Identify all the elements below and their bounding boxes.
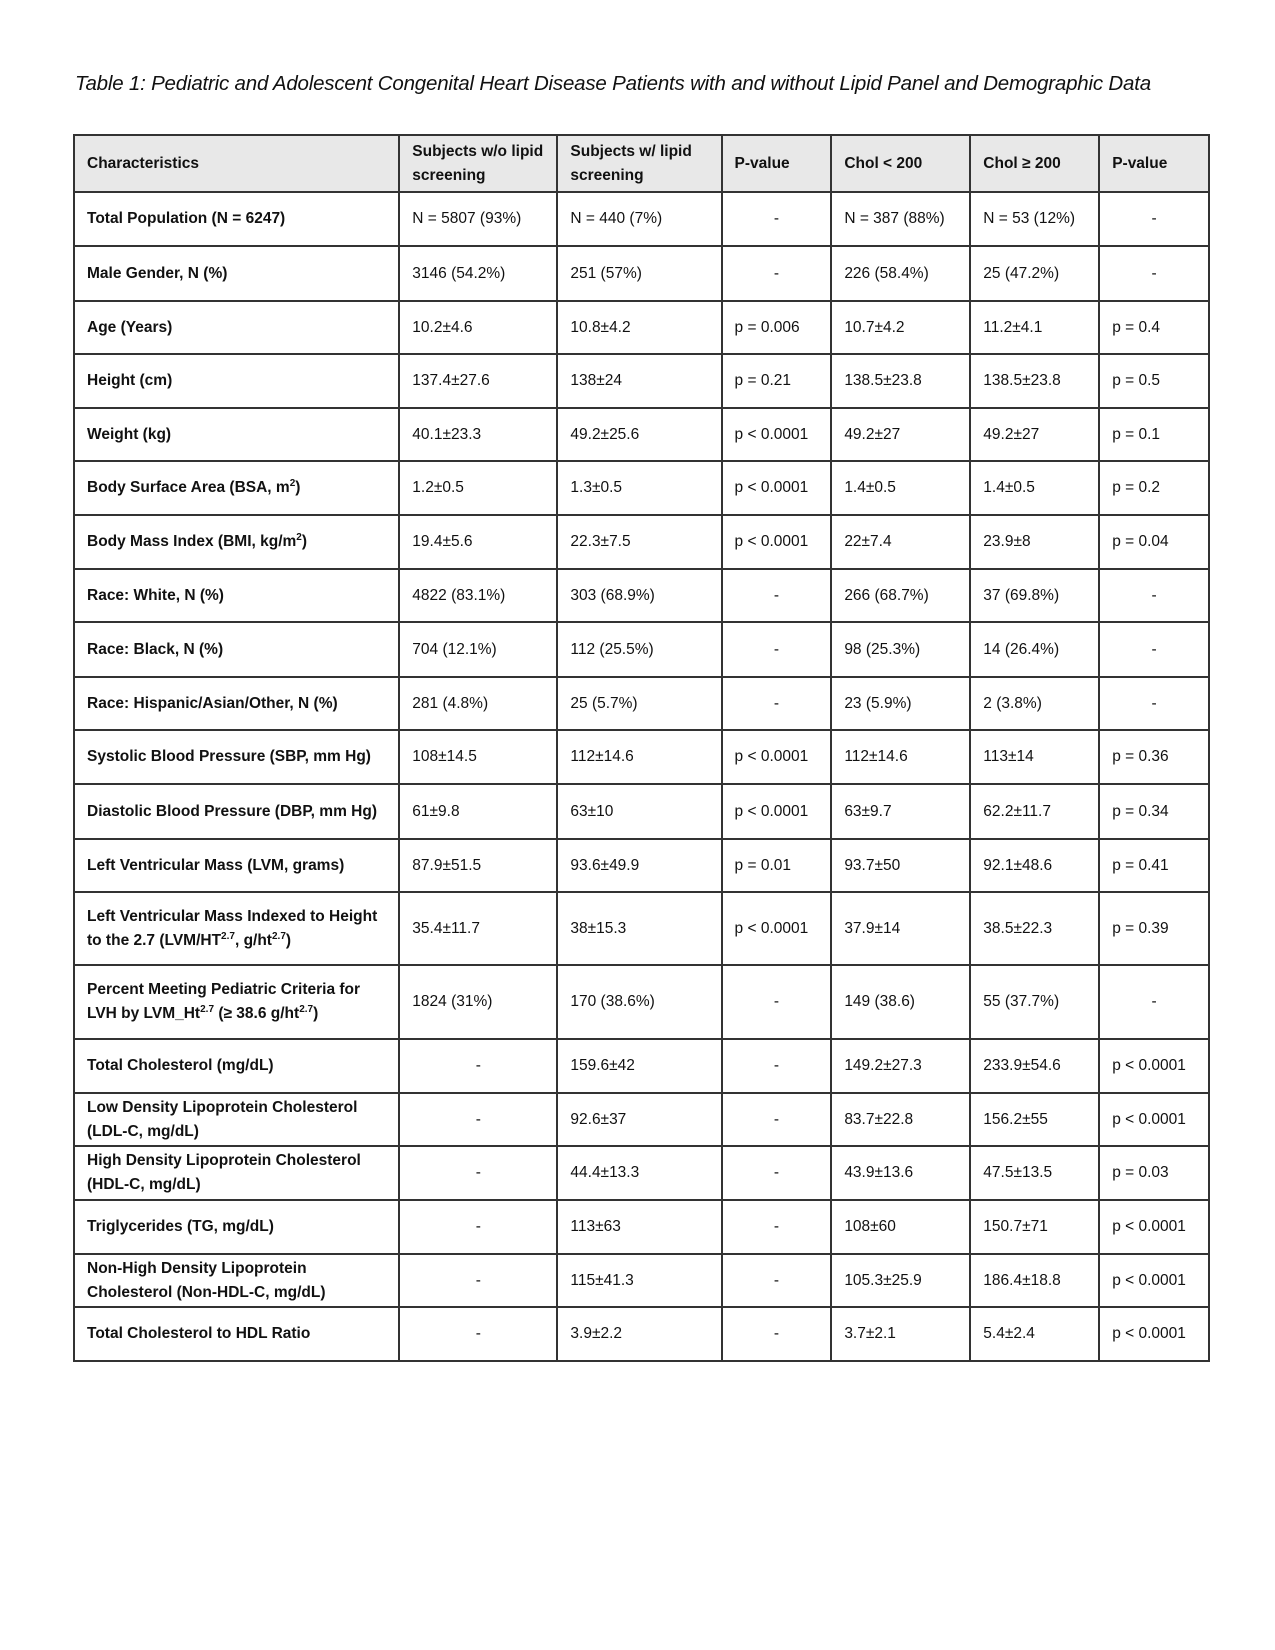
table-row <box>74 677 1209 730</box>
table-cell: 1824 (31%) <box>399 965 557 1039</box>
table-cell: - <box>722 622 832 677</box>
table-row <box>74 408 1209 461</box>
table-row <box>74 784 1209 839</box>
table-cell: p < 0.0001 <box>722 515 832 569</box>
table-cell: - <box>1099 246 1209 301</box>
table-row <box>74 246 1209 301</box>
row-label: Race: Black, N (%) <box>74 622 399 677</box>
table-cell: p = 0.36 <box>1099 730 1209 784</box>
table-cell: 4822 (83.1%) <box>399 569 557 622</box>
table-cell: p = 0.04 <box>1099 515 1209 569</box>
table-cell: 61±9.8 <box>399 784 557 839</box>
table-cell: p = 0.2 <box>1099 461 1209 515</box>
table-cell: - <box>1099 622 1209 677</box>
row-label: Left Ventricular Mass (LVM, grams) <box>74 839 399 892</box>
table-cell: 3146 (54.2%) <box>399 246 557 301</box>
table-cell: p < 0.0001 <box>1099 1093 1209 1146</box>
row-label: Non-High Density Lipoprotein Cholesterol (Non-HDL-C, mg/dL) <box>74 1254 399 1307</box>
table-cell: 63±10 <box>557 784 721 839</box>
row-label: Low Density Lipoprotein Cholesterol (LDL-C, mg/dL) <box>74 1093 399 1146</box>
row-label: Body Mass Index (BMI, $kg/m^2$) <box>74 515 399 569</box>
table-cell: - <box>399 1200 557 1254</box>
table-cell: N = 387 (88%) <box>831 192 970 246</box>
table-cell: 266 (68.7%) <box>831 569 970 622</box>
row-label: Total Population (N = 6247) <box>74 192 399 246</box>
column-header: Characteristics <box>74 135 399 192</box>
table-cell: 10.8±4.2 <box>557 301 721 354</box>
table-cell: 49.2±27 <box>831 408 970 461</box>
table-cell: - <box>399 1146 557 1200</box>
table-cell: - <box>722 192 832 246</box>
table-cell: 93.6±49.9 <box>557 839 721 892</box>
table-cell: - <box>722 246 832 301</box>
table-row <box>74 1200 1209 1254</box>
table-body <box>74 192 1209 1361</box>
table-cell: 105.3±25.9 <box>831 1254 970 1307</box>
table-cell: 112±14.6 <box>557 730 721 784</box>
table-cell: - <box>1099 569 1209 622</box>
table-cell: p = 0.5 <box>1099 354 1209 408</box>
table-cell: N = 53 (12%) <box>970 192 1099 246</box>
column-header: Subjects w/o lipid screening <box>399 135 557 192</box>
table-cell: 1.4±0.5 <box>831 461 970 515</box>
table-cell: 10.2±4.6 <box>399 301 557 354</box>
table-cell: 49.2±25.6 <box>557 408 721 461</box>
table-cell: p = 0.4 <box>1099 301 1209 354</box>
row-label: High Density Lipoprotein Cholesterol (HDL-C, mg/dL) <box>74 1146 399 1200</box>
table-cell: 92.1±48.6 <box>970 839 1099 892</box>
table-row <box>74 965 1209 1039</box>
table-cell: 226 (58.4%) <box>831 246 970 301</box>
row-label: Weight (kg) <box>74 408 399 461</box>
table-cell: 11.2±4.1 <box>970 301 1099 354</box>
table-cell: 55 (37.7%) <box>970 965 1099 1039</box>
table-cell: - <box>722 1093 832 1146</box>
table-cell: p < 0.0001 <box>1099 1039 1209 1093</box>
table-cell: p < 0.0001 <box>722 408 832 461</box>
table-cell: 3.9±2.2 <box>557 1307 721 1361</box>
table-cell: 83.7±22.8 <box>831 1093 970 1146</box>
table-cell: 156.2±55 <box>970 1093 1099 1146</box>
table-cell: 62.2±11.7 <box>970 784 1099 839</box>
table-cell: 251 (57%) <box>557 246 721 301</box>
table-cell: 138±24 <box>557 354 721 408</box>
table-cell: 108±60 <box>831 1200 970 1254</box>
table-cell: 49.2±27 <box>970 408 1099 461</box>
table-cell: 37.9±14 <box>831 892 970 965</box>
table-cell: p < 0.0001 <box>722 461 832 515</box>
table-cell: 115±41.3 <box>557 1254 721 1307</box>
table-cell: 37 (69.8%) <box>970 569 1099 622</box>
table-row <box>74 1307 1209 1361</box>
table-cell: 137.4±27.6 <box>399 354 557 408</box>
column-header: Chol < 200 <box>831 135 970 192</box>
table-cell: 87.9±51.5 <box>399 839 557 892</box>
table-cell: - <box>722 677 832 730</box>
column-header: P-value <box>722 135 832 192</box>
table-cell: 113±14 <box>970 730 1099 784</box>
table-cell: p = 0.41 <box>1099 839 1209 892</box>
table-cell: 1.2±0.5 <box>399 461 557 515</box>
table-cell: 113±63 <box>557 1200 721 1254</box>
table-cell: 22±7.4 <box>831 515 970 569</box>
table-cell: 23.9±8 <box>970 515 1099 569</box>
table-cell: 25 (5.7%) <box>557 677 721 730</box>
table-row <box>74 892 1209 965</box>
table-cell: 19.4±5.6 <box>399 515 557 569</box>
table-cell: - <box>399 1039 557 1093</box>
table-cell: 112±14.6 <box>831 730 970 784</box>
row-label: Systolic Blood Pressure (SBP, mm Hg) <box>74 730 399 784</box>
row-label: Male Gender, N (%) <box>74 246 399 301</box>
table-cell: p < 0.0001 <box>722 892 832 965</box>
table-row <box>74 515 1209 569</box>
table-cell: 35.4±11.7 <box>399 892 557 965</box>
table-cell: N = 5807 (93%) <box>399 192 557 246</box>
table-cell: p < 0.0001 <box>1099 1307 1209 1361</box>
table-row <box>74 1254 1209 1307</box>
table-cell: 233.9±54.6 <box>970 1039 1099 1093</box>
table-cell: 14 (26.4%) <box>970 622 1099 677</box>
table-cell: p = 0.39 <box>1099 892 1209 965</box>
table-cell: - <box>722 1146 832 1200</box>
table-cell: 22.3±7.5 <box>557 515 721 569</box>
table-cell: - <box>1099 192 1209 246</box>
table-row <box>74 839 1209 892</box>
table-row <box>74 1039 1209 1093</box>
table-row <box>74 569 1209 622</box>
table-cell: 25 (47.2%) <box>970 246 1099 301</box>
row-label: Body Surface Area (BSA, $m^2$) <box>74 461 399 515</box>
table-cell: - <box>722 965 832 1039</box>
table-cell: p = 0.006 <box>722 301 832 354</box>
table-cell: 159.6±42 <box>557 1039 721 1093</box>
table-row <box>74 1093 1209 1146</box>
table-cell: 38.5±22.3 <box>970 892 1099 965</box>
table-cell: - <box>722 1307 832 1361</box>
table-cell: 704 (12.1%) <box>399 622 557 677</box>
table-cell: p = 0.1 <box>1099 408 1209 461</box>
table-cell: N = 440 (7%) <box>557 192 721 246</box>
table-cell: 281 (4.8%) <box>399 677 557 730</box>
row-label: Triglycerides (TG, mg/dL) <box>74 1200 399 1254</box>
table-cell: 63±9.7 <box>831 784 970 839</box>
row-label: Percent Meeting Pediatric Criteria for LVH by $LVM\_Ht^{2.7}$ (≥ 38.6 $g/ht^{2.7}$) <box>74 965 399 1039</box>
table-cell: 150.7±71 <box>970 1200 1099 1254</box>
row-label: Height (cm) <box>74 354 399 408</box>
column-header: Chol ≥ 200 <box>970 135 1099 192</box>
row-label: Race: Hispanic/Asian/Other, N (%) <box>74 677 399 730</box>
table-cell: 112 (25.5%) <box>557 622 721 677</box>
table-cell: p < 0.0001 <box>1099 1254 1209 1307</box>
table-cell: 186.4±18.8 <box>970 1254 1099 1307</box>
column-header: Subjects w/ lipid screening <box>557 135 721 192</box>
table-cell: 1.3±0.5 <box>557 461 721 515</box>
table-cell: 92.6±37 <box>557 1093 721 1146</box>
table-caption: Table 1: Pediatric and Adolescent Congenital Heart Disease Patients with and without Lipid Panel and Demographic Data <box>75 72 1151 95</box>
table-row <box>74 354 1209 408</box>
table-cell: 303 (68.9%) <box>557 569 721 622</box>
table-cell: 170 (38.6%) <box>557 965 721 1039</box>
table-cell: - <box>722 1039 832 1093</box>
row-label: Diastolic Blood Pressure (DBP, mm Hg) <box>74 784 399 839</box>
table-cell: 138.5±23.8 <box>831 354 970 408</box>
table-cell: - <box>722 1254 832 1307</box>
table-cell: 98 (25.3%) <box>831 622 970 677</box>
table-cell: 10.7±4.2 <box>831 301 970 354</box>
table-cell: 93.7±50 <box>831 839 970 892</box>
table-row <box>74 301 1209 354</box>
table-cell: 1.4±0.5 <box>970 461 1099 515</box>
table-cell: 138.5±23.8 <box>970 354 1099 408</box>
table-cell: 43.9±13.6 <box>831 1146 970 1200</box>
table-cell: - <box>722 569 832 622</box>
table-cell: 149.2±27.3 <box>831 1039 970 1093</box>
table-cell: 149 (38.6) <box>831 965 970 1039</box>
table-cell: 47.5±13.5 <box>970 1146 1099 1200</box>
table-cell: p < 0.0001 <box>1099 1200 1209 1254</box>
table-cell: - <box>399 1307 557 1361</box>
table-cell: 38±15.3 <box>557 892 721 965</box>
table-cell: 23 (5.9%) <box>831 677 970 730</box>
row-label: Age (Years) <box>74 301 399 354</box>
table-cell: p < 0.0001 <box>722 730 832 784</box>
table-row <box>74 192 1209 246</box>
table-cell: - <box>1099 965 1209 1039</box>
table-cell: p = 0.03 <box>1099 1146 1209 1200</box>
table-cell: - <box>1099 677 1209 730</box>
row-label: Left Ventricular Mass Indexed to Height to the 2.7 ($LVM/HT^{2.7}$, $g/ht^{2.7}$) <box>74 892 399 965</box>
table-cell: - <box>399 1093 557 1146</box>
table-cell: 108±14.5 <box>399 730 557 784</box>
table-cell: p = 0.01 <box>722 839 832 892</box>
header-row <box>74 135 1209 192</box>
table-cell: p < 0.0001 <box>722 784 832 839</box>
table-row <box>74 622 1209 677</box>
table-cell: 5.4±2.4 <box>970 1307 1099 1361</box>
table-cell: 2 (3.8%) <box>970 677 1099 730</box>
row-label: Total Cholesterol (mg/dL) <box>74 1039 399 1093</box>
table-row <box>74 1146 1209 1200</box>
table-cell: 40.1±23.3 <box>399 408 557 461</box>
demographics-table <box>73 134 1210 1362</box>
table-row <box>74 461 1209 515</box>
table-cell: p = 0.34 <box>1099 784 1209 839</box>
column-header: P-value <box>1099 135 1209 192</box>
table-cell: - <box>399 1254 557 1307</box>
table-row <box>74 730 1209 784</box>
table-cell: 44.4±13.3 <box>557 1146 721 1200</box>
table-cell: p = 0.21 <box>722 354 832 408</box>
row-label: Race: White, N (%) <box>74 569 399 622</box>
table-cell: 3.7±2.1 <box>831 1307 970 1361</box>
table-cell: - <box>722 1200 832 1254</box>
row-label: Total Cholesterol to HDL Ratio <box>74 1307 399 1361</box>
